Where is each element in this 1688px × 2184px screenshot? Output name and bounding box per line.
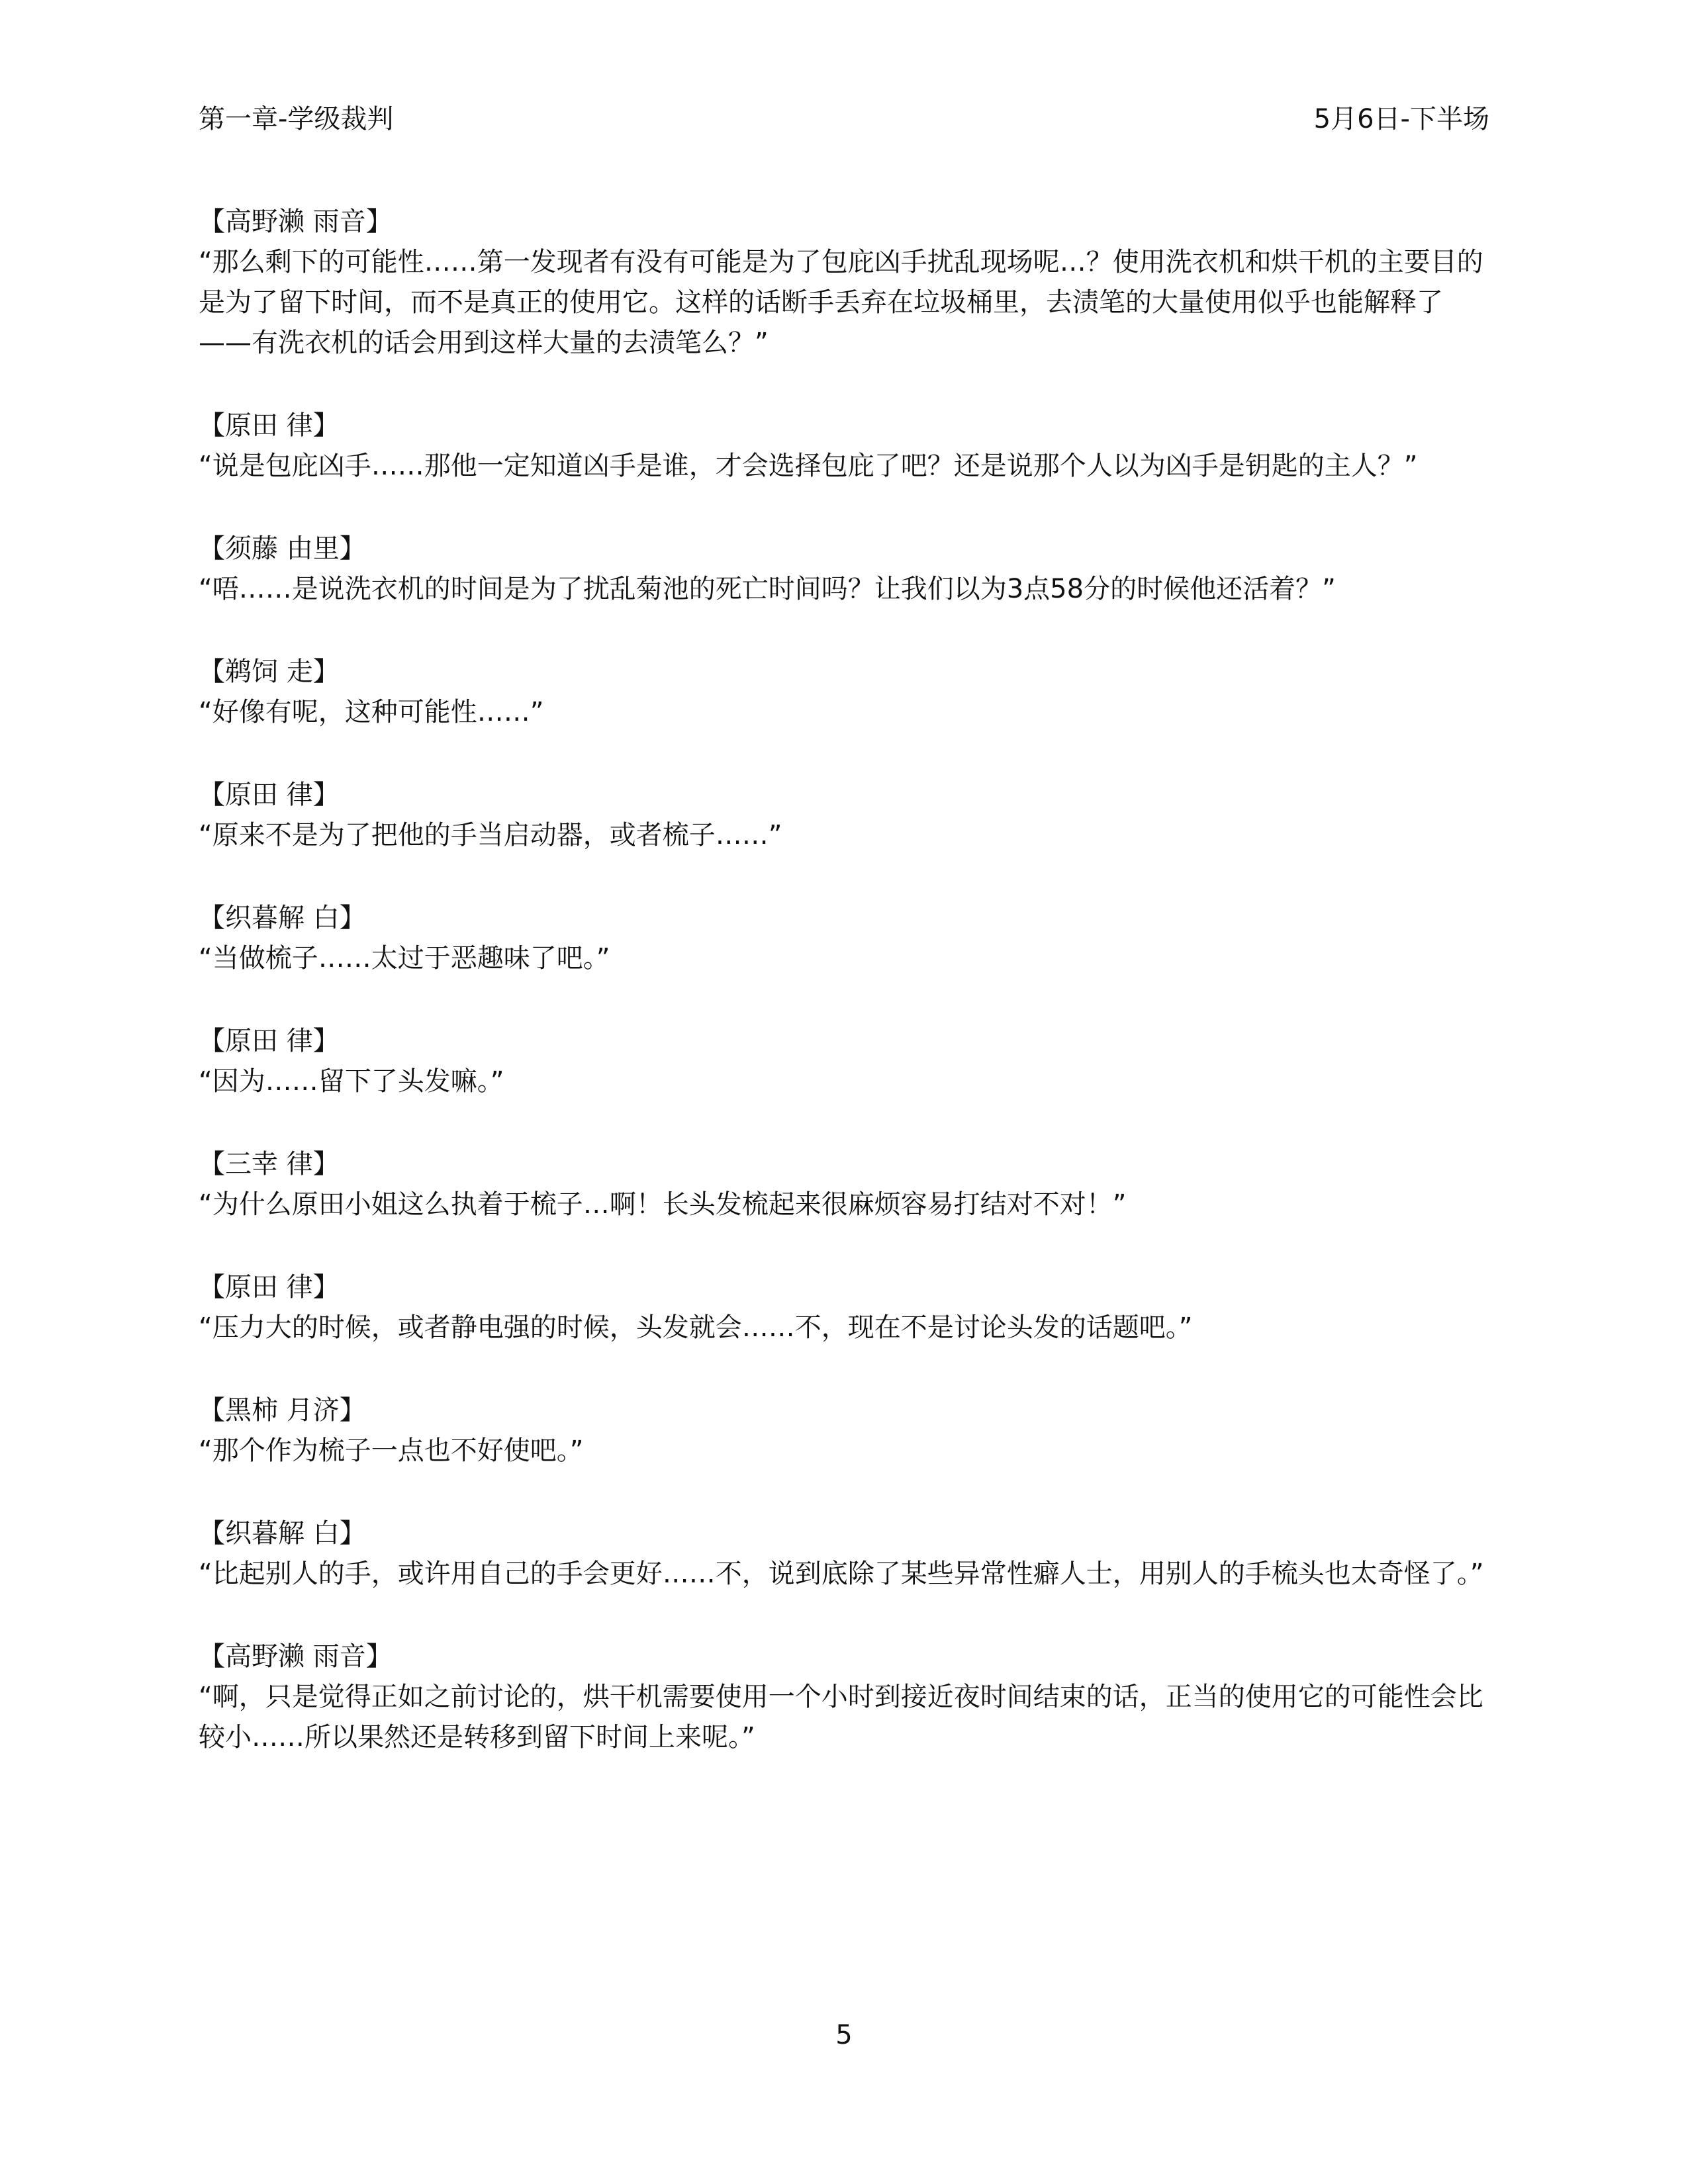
dialogue-entry	[199, 1267, 1489, 1348]
dialogue-entry	[199, 898, 1489, 979]
dialogue-entry	[199, 529, 1489, 610]
dialogue-entry	[199, 202, 1489, 363]
dialogue-entry	[199, 1637, 1489, 1758]
dialogue-line: “原来不是为了把他的手当启动器，或者梳子……”	[199, 820, 782, 850]
dialogue-entry	[199, 652, 1489, 733]
speaker-name: 【织暮解 白】	[199, 903, 366, 933]
dialogue-line: “当做梳子……太过于恶趣味了吧。”	[199, 943, 610, 974]
speaker-name: 【织暮解 白】	[199, 1518, 366, 1549]
dialogue-line: “因为……留下了头发嘛。”	[199, 1066, 504, 1097]
speaker-name: 【高野濑 雨音】	[199, 1641, 393, 1672]
speaker-name: 【鹈饲 走】	[199, 657, 340, 687]
dialogue-entry	[199, 1390, 1489, 1471]
dialogue-line: “那个作为梳子一点也不好使吧。”	[199, 1435, 584, 1466]
speaker-name: 【高野濑 雨音】	[199, 206, 393, 237]
dialogue-line: “比起别人的手，或许用自己的手会更好……不，说到底除了某些异常性癖人士，用别人的手梳头也太奇怪了。”	[199, 1559, 1484, 1589]
speaker-name: 【原田 律】	[199, 1026, 340, 1056]
dialogue-line: “唔……是说洗衣机的时间是为了扰乱菊池的死亡时间吗？让我们以为3点58分的时候他还活着？”	[199, 574, 1336, 604]
dialogue-line: “好像有呢，这种可能性……”	[199, 697, 544, 727]
dialogue-entry	[199, 775, 1489, 856]
speaker-name: 【三幸 律】	[199, 1149, 340, 1179]
speaker-name: 【须藤 由里】	[199, 533, 366, 564]
page-number: 5	[835, 2020, 853, 2050]
speaker-name: 【原田 律】	[199, 780, 340, 810]
session-header: 5月6日-下半场	[1313, 104, 1489, 134]
speaker-name: 【黑柿 月济】	[199, 1395, 366, 1426]
dialogue-entry	[199, 1514, 1489, 1594]
dialogue-line: “说是包庇凶手……那他一定知道凶手是谁，才会选择包庇了吧？还是说那个人以为凶手是钥匙的主人？”	[199, 451, 1418, 481]
speaker-name: 【原田 律】	[199, 1272, 340, 1302]
dialogue-entry	[199, 406, 1489, 486]
dialogue-entry	[199, 1021, 1489, 1102]
dialogue-entry	[199, 1144, 1489, 1225]
chapter-header: 第一章-学级裁判	[199, 104, 394, 134]
speaker-name: 【原田 律】	[199, 410, 340, 441]
dialogue-line: “啊，只是觉得正如之前讨论的，烘干机需要使用一个小时到接近夜时间结束的话，正当的使用它的可能性会比较小……所以果然还是转移到留下时间上来呢。”	[199, 1682, 1483, 1752]
dialogue-body	[199, 202, 1489, 1800]
dialogue-line: “那么剩下的可能性……第一发现者有没有可能是为了包庇凶手扰乱现场呢…？使用洗衣机和烘干机的主要目的是为了留下时间，而不是真正的使用它。这样的话断手丢弃在垃圾桶里，去渍笔的大量使用似乎也能解释了——有洗衣机的话会用到这样大量的去渍笔么？”	[199, 247, 1483, 358]
dialogue-line: “压力大的时候，或者静电强的时候，头发就会……不，现在不是讨论头发的话题吧。”	[199, 1312, 1193, 1343]
dialogue-line: “为什么原田小姐这么执着于梳子…啊！长头发梳起来很麻烦容易打结对不对！”	[199, 1189, 1127, 1220]
